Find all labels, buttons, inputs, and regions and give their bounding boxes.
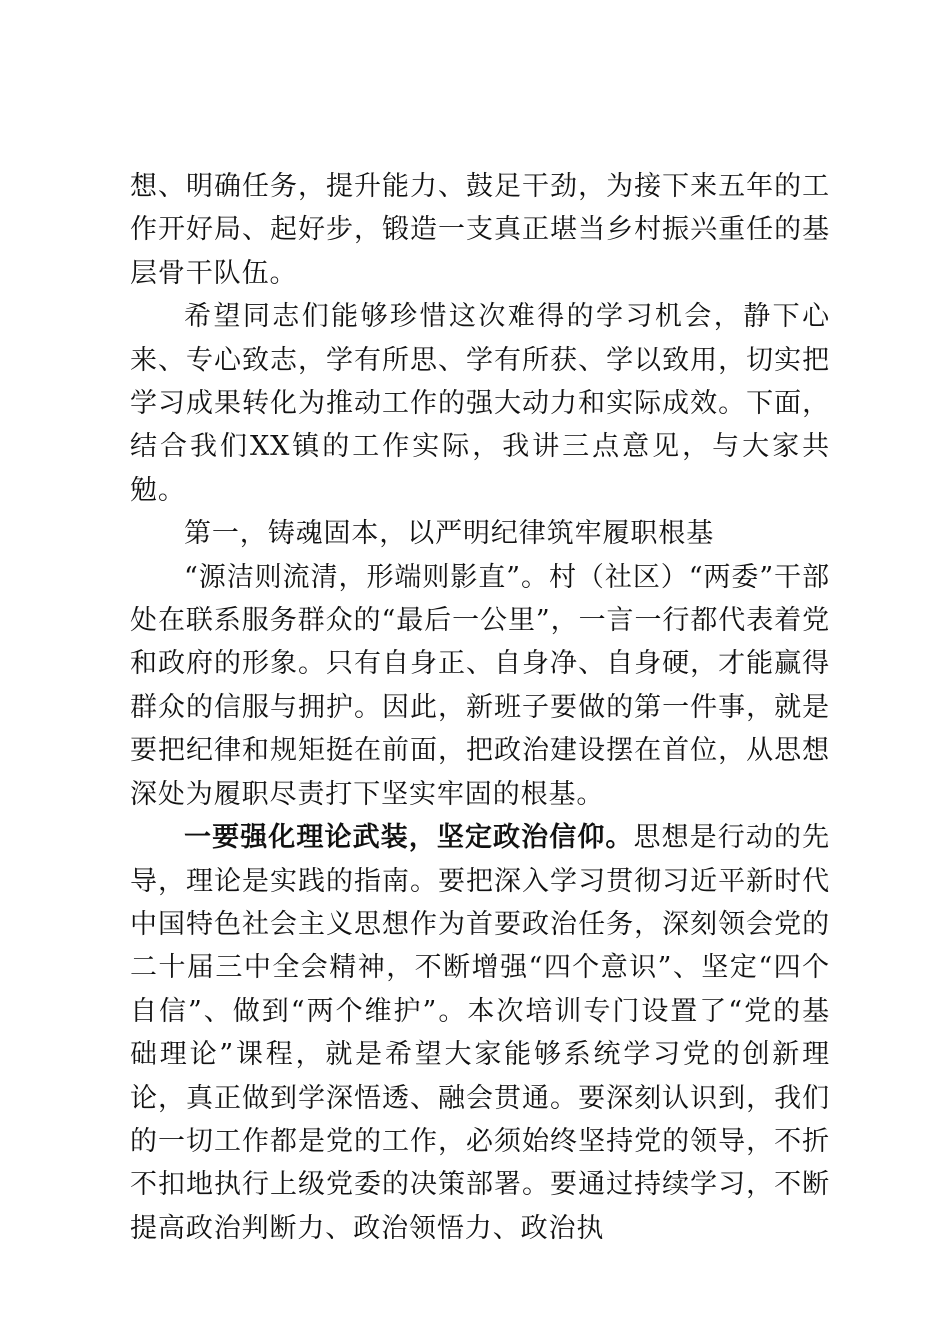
paragraph-continuation: 想、明确任务，提升能力、鼓足干劲，为接下来五年的工作开好局、起好步，锻造一支真正堪当乡村振兴重任的基层骨干队伍。: [130, 171, 830, 289]
paragraph-lead-bold: 一要强化理论武装，坚定政治信仰。: [184, 822, 634, 854]
document-body: [130, 165, 830, 1250]
paragraph-study-opportunity: 希望同志们能够珍惜这次难得的学习机会，静下心来、专心致志，学有所思、学有所获、学以致用，切实把学习成果转化为推动工作的强大动力和实际成效。下面，结合我们XX镇的工作实际，我讲三点意见，与大家共勉。: [130, 301, 830, 506]
paragraph-theory-text: 思想是行动的先导，理论是实践的指南。要把深入学习贯彻习近平新时代中国特色社会主义思想作为首要政治任务，深刻领会党的二十届三中全会精神，不断增强“四个意识”、坚定“四个自信”、做到“两个维护”。本次培训专门设置了“党的基础理论”课程，就是希望大家能够系统学习党的创新理论，真正做到学深悟透、融会贯通。要深刻认识到，我们的一切工作都是党的工作，必须始终坚持党的领导，不折不扣地执行上级党委的决策部署。要通过持续学习，不断提高政治判断力、政治领悟力、政治执: [130, 822, 830, 1244]
paragraph-discipline: “源洁则流清，形端则影直”。村（社区）“两委”干部处在联系服务群众的“最后一公里”，一言一行都代表着党和政府的形象。只有自身正、自身净、自身硬，才能赢得群众的信服与拥护。因此，新班子要做的第一件事，就是要把纪律和规矩挺在前面，把政治建设摆在首位，从思想深处为履职尽责打下坚实牢固的根基。: [130, 561, 830, 810]
section-heading-first: 第一，铸魂固本，以严明纪律筑牢履职根基: [184, 518, 715, 550]
paragraph-theory: [130, 816, 830, 1250]
